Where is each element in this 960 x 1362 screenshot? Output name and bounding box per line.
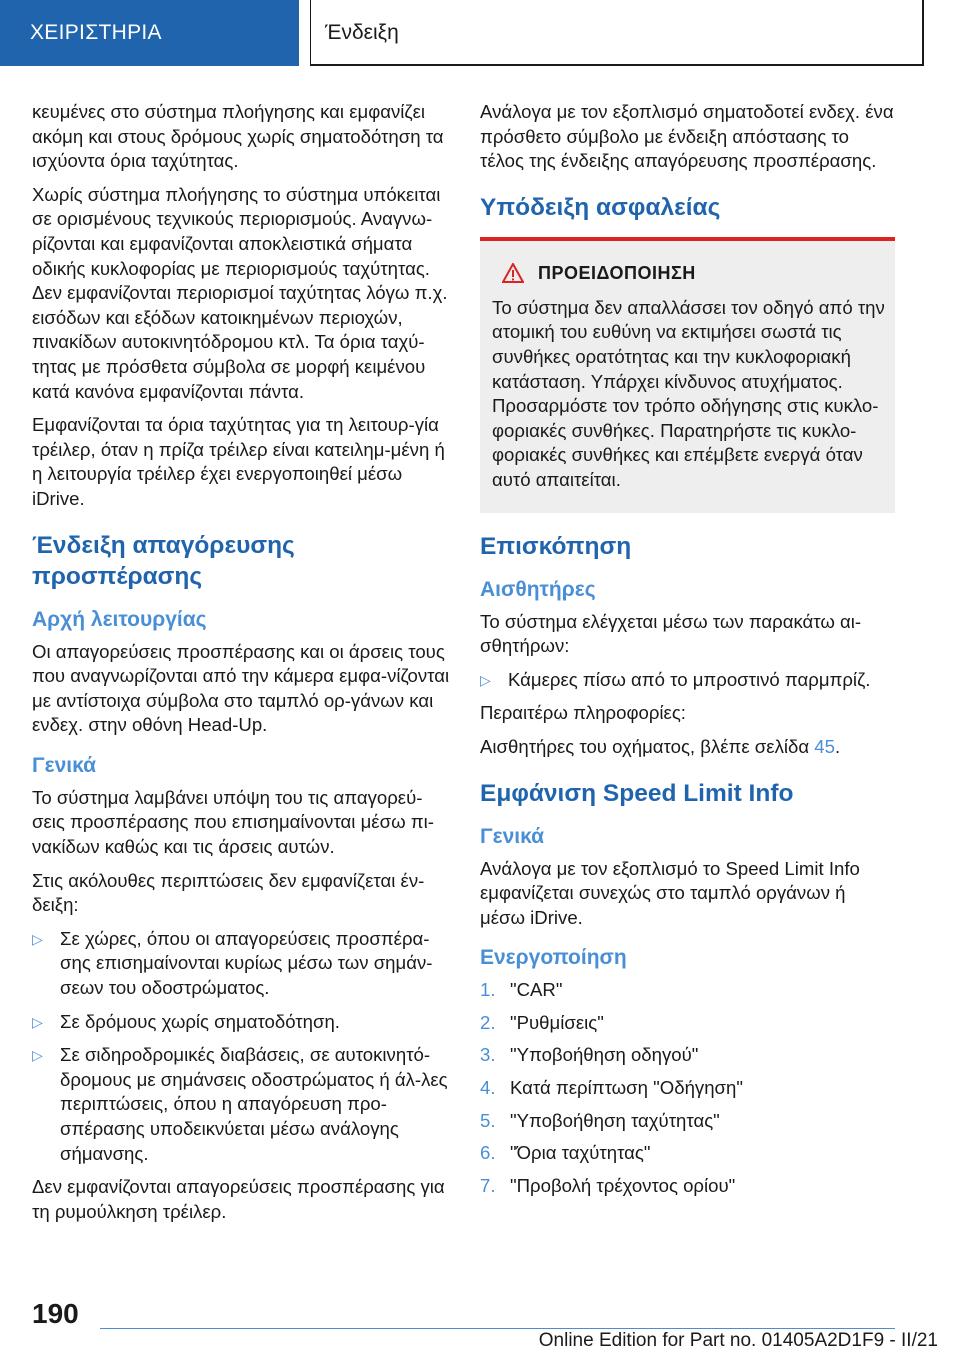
step-text: "Υποβοήθηση ταχύτητας" (510, 1109, 720, 1131)
list-item (480, 1011, 895, 1036)
list-item-text: Κάμερες πίσω από το μπροστινό παρμπρίζ. (508, 668, 871, 690)
page-reference-link[interactable]: 45 (814, 735, 835, 757)
step-text: Κατά περίπτωση "Οδήγηση" (510, 1077, 743, 1099)
triangle-bullet-icon: ▷ (480, 671, 491, 688)
triangle-bullet-icon: ▷ (32, 1013, 43, 1030)
list-item (480, 1141, 895, 1166)
warning-title-text: ΠΡΟΕΙΔΟΠΟΙΗΣΗ (538, 262, 696, 283)
list-item (480, 978, 895, 1003)
numbered-steps (480, 978, 895, 1198)
subheading-sensors: Αισθητήρες (480, 577, 596, 601)
paragraph: Το σύστημα ελέγχεται μέσω των παρακάτω αι-σθητήρων: (480, 610, 862, 657)
paragraph: Οι απαγορεύσεις προσπέρασης και οι άρσεις τους που αναγνωρίζονται από την κάμερα εμφα-νίζονται με αντίστοιχα σύμβολα στο ταμπλό ορ-γάνων και ενδεχ. στην οθόνη Head-Up. (32, 640, 450, 736)
step-number: 2. (480, 1011, 496, 1033)
heading-safety-note: Υπόδειξη ασφαλείας (480, 193, 721, 221)
paragraph: κευμένες στο σύστημα πλοήγησης και εμφανίζει ακόμη και στους δρόμους χωρίς σηματοδότηση τα ισχύοντα όρια ταχύτητας. (32, 101, 444, 172)
heading-speed-limit-info: Εμφάνιση Speed Limit Info (480, 779, 794, 807)
triangle-bullet-icon: ▷ (32, 1047, 43, 1064)
step-number: 5. (480, 1109, 496, 1131)
bullet-list (32, 927, 452, 1166)
heading-overtaking-display: Ένδειξη απαγόρευσης προσπέρασης (32, 531, 295, 590)
paragraph: Ανάλογα με τον εξοπλισμό σηματοδοτεί ενδεχ. ένα πρόσθετο σύμβολο με ένδειξη απόστασης το τέλος της ένδειξης απαγόρευσης προσπέρασης. (480, 101, 894, 172)
list-item (480, 668, 895, 693)
list-item-text: Σε χώρες, όπου οι απαγορεύσεις προσπέρα-σης επισημαίνονται κυρίως μέσω των σημάν-σεων του οδοστρώματος. (60, 927, 433, 999)
list-item (480, 1076, 895, 1101)
step-text: "Προβολή τρέχοντος ορίου" (510, 1174, 736, 1196)
paragraph: Χωρίς σύστημα πλοήγησης το σύστημα υπόκειται σε ορισμένους τεχνικούς περιορισμούς. Αναγνω-ρίζονται και εμφανίζονται αποκλειστικά σήματα οδικής κυκλοφορίας με περιορισμούς ταχύτητας. Δεν εμφανίζονται περιορισμοί ταχύτητας λόγω π.χ. εισόδων και εξόδων κατοικημένων περιοχών, πινακίδων αυτοκινητόδρομου κτλ. Τα όρια ταχύ-τητας με πρόσθετα σύμβολα σε μορφή κειμένου κατά κανόνα εμφανίζονται πάντα. (32, 183, 448, 402)
list-item-text: Σε σιδηροδρομικές διαβάσεις, σε αυτοκινητό-δρομους με σημάνσεις οδοστρώματος ή άλ-λες περιπτώσεις, όπου η απαγόρευση προ-σπέρασης υποδεικνύεται μέσω ανάλογης σήμανσης. (60, 1044, 448, 1164)
paragraph: Στις ακόλουθες περιπτώσεις δεν εμφανίζεται έν-δειξη: (32, 869, 425, 916)
step-number: 3. (480, 1044, 496, 1066)
paragraph: Περαιτέρω πληροφορίες: (480, 702, 686, 724)
paragraph: Ανάλογα με τον εξοπλισμό το Speed Limit Info εμφανίζεται συνεχώς στο ταμπλό οργάνων ή μέσω iDrive. (480, 857, 860, 928)
list-item (480, 1043, 895, 1068)
list-item (480, 1174, 895, 1199)
footer-divider (100, 1328, 895, 1329)
list-item (32, 1010, 452, 1035)
left-column (32, 100, 452, 1233)
step-number: 4. (480, 1077, 496, 1099)
paragraph-with-link (480, 735, 895, 760)
footer-edition: Online Edition for Part no. 01405A2D1F9 - II/21 (538, 1330, 938, 1351)
bullet-list (480, 668, 895, 693)
step-text: "Υποβοήθηση οδηγού" (510, 1044, 699, 1066)
page-number: 190 (32, 1298, 79, 1329)
warning-box (480, 237, 895, 513)
list-item-text: Σε δρόμους χωρίς σηματοδότηση. (60, 1010, 340, 1032)
right-column (480, 100, 895, 1206)
subheading-general: Γενικά (32, 753, 97, 777)
paragraph: Το σύστημα λαμβάνει υπόψη του τις απαγορεύ-σεις προσπέρασης που επισημαίνονται μέσω πι-νακίδων καθώς και τις άρσεις αυτών. (32, 786, 434, 858)
step-text: "CAR" (510, 979, 563, 1001)
step-number: 7. (480, 1174, 496, 1196)
subheading-activation: Ενεργοποίηση (480, 946, 627, 970)
step-text: "Όρια ταχύτητας" (510, 1142, 651, 1164)
topic-title: Ένδειξη (310, 0, 924, 66)
section-tab[interactable]: ΧΕΙΡΙΣΤΗΡΙΑ (0, 0, 299, 66)
subheading-principle: Αρχή λειτουργίας (32, 607, 207, 631)
warning-title (492, 263, 885, 284)
list-item (480, 1109, 895, 1134)
list-item (32, 927, 452, 1001)
warning-triangle-icon (502, 263, 524, 283)
paragraph: Δεν εμφανίζονται απαγορεύσεις προσπέρασης για τη ρυμούλκηση τρέιλερ. (32, 1176, 445, 1222)
page-header (0, 0, 960, 66)
paragraph: Εμφανίζονται τα όρια ταχύτητας για τη λειτουρ-γία τρέιλερ, όταν η πρίζα τρέιλερ είναι κατειλημ-μένη ή η λειτουργία τρέιλερ έχει ενεργοποιηθεί μέσω iDrive. (32, 414, 445, 509)
step-text: "Ρυθμίσεις" (510, 1011, 604, 1033)
list-item (32, 1043, 452, 1166)
step-number: 6. (480, 1142, 496, 1164)
triangle-bullet-icon: ▷ (32, 930, 43, 947)
subheading-general: Γενικά (480, 824, 545, 848)
heading-overview: Επισκόπηση (480, 532, 632, 560)
step-number: 1. (480, 979, 496, 1001)
warning-text: Το σύστημα δεν απαλλάσσει τον οδηγό από την ατομική του ευθύνη να εκτιμήσει σωστά τις συνθήκες ορατότητας και την κυκλοφοριακή κατάσταση. Υπάρχει κίνδυνος ατυχήματος. Προσαρμόστε τον τρόπο οδήγησης στις κυκλο-φοριακές συνθήκες. Παρατηρήστε τις κυκλο-φοριακές συνθήκες και επέμβετε ενεργά όταν αυτό απαιτείται. (492, 296, 885, 490)
text: . (834, 735, 841, 757)
text: Αισθητήρες του οχήματος, βλέπε σελίδα (480, 735, 815, 757)
